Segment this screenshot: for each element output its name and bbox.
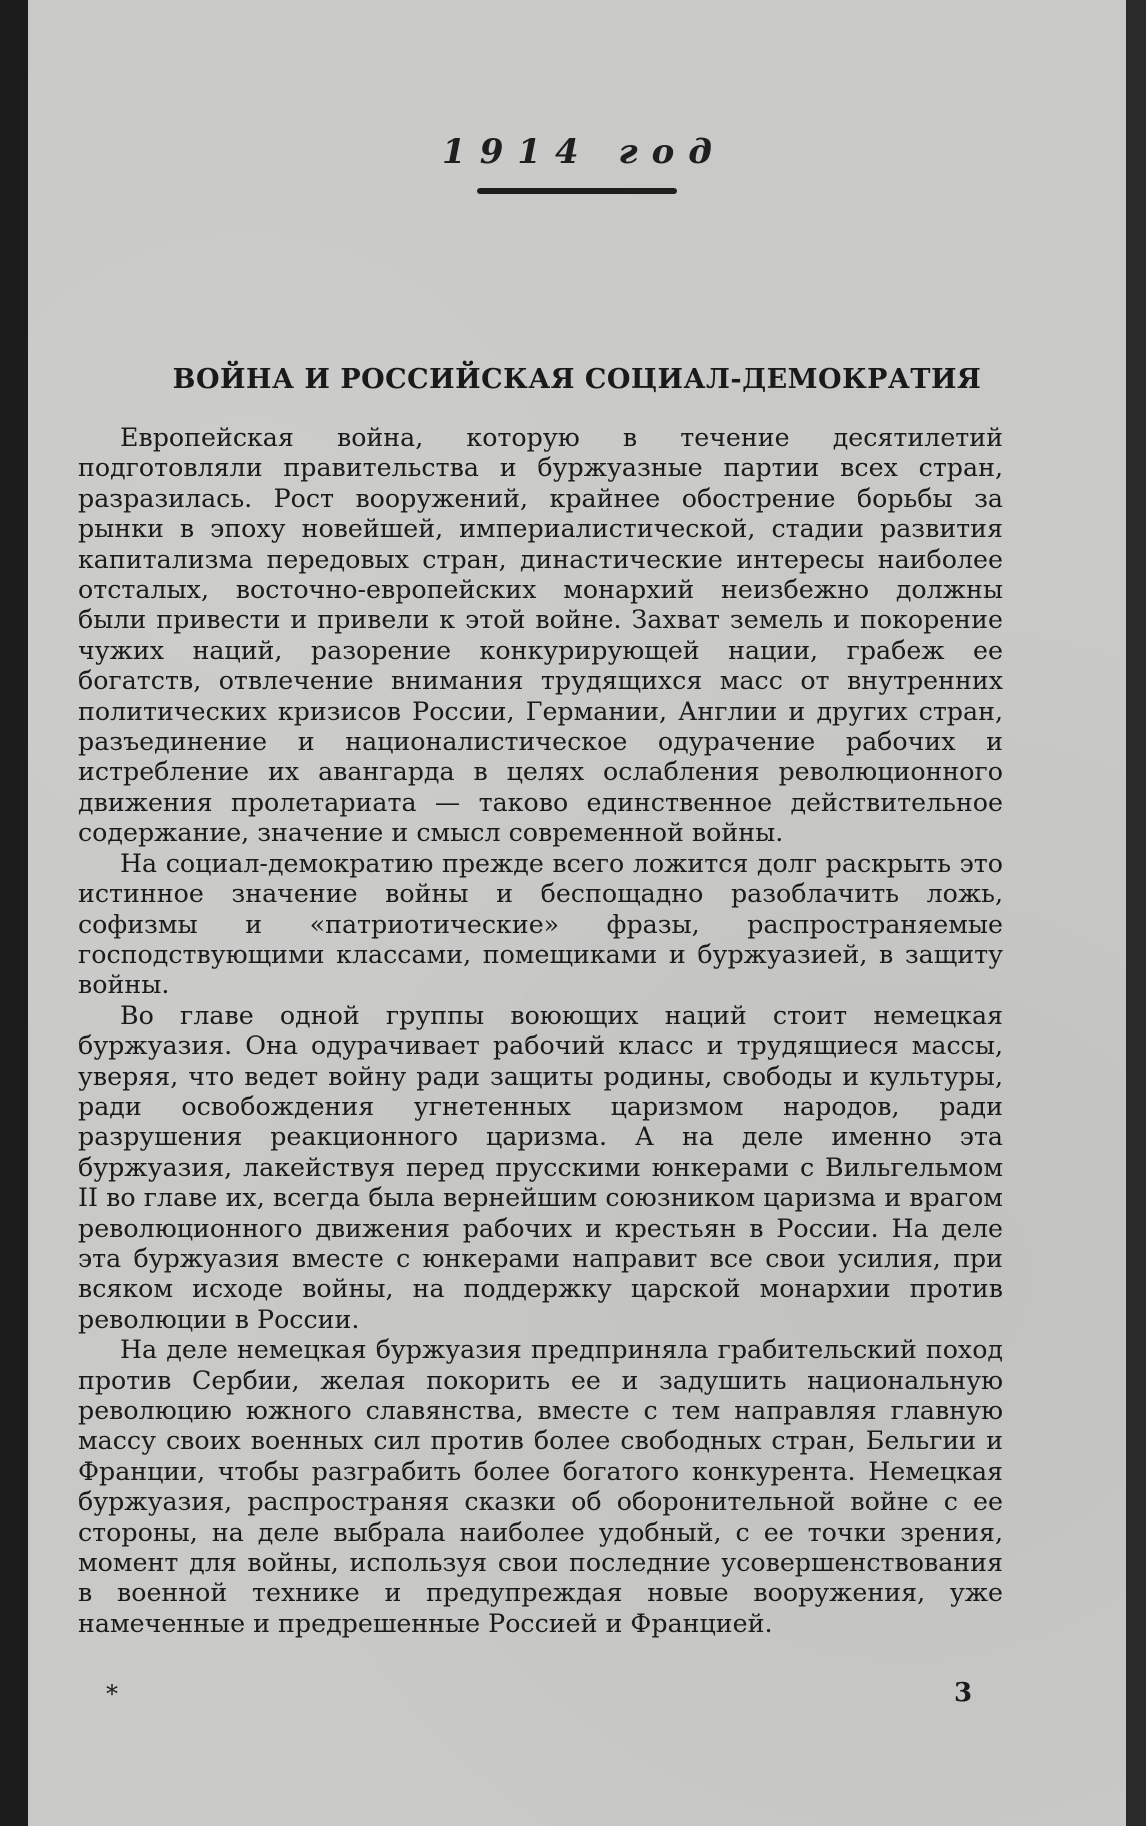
footnote-mark: * (106, 1680, 118, 1708)
chapter-header (28, 132, 1126, 194)
year-heading: 1914 год (442, 132, 726, 172)
header-rule (477, 188, 677, 194)
page-footer (28, 1680, 1126, 1710)
paragraph: Европейская война, которую в течение десятилетий подготовляли правительства и буржуазные партии всех стран, разразилась. Рост вооружений, крайнее обострение борьбы за рынки в эпоху новейшей, империалистической, стадии развития капитализма передовых стран, династические интересы наиболее отсталых, восточно-европейских монархий неизбежно должны были привести и привели к этой войне. Захват земель и покорение чужих наций, разорение конкурирующей нации, грабеж ее богатств, отвлечение внимания трудящихся масс от внутренних политических кризисов России, Германии, Англии и других стран, разъединение и националистическое одурачение рабочих и истребление их авангарда в целях ослабления революционного движения пролетариата — таково единственное действительное содержание, значение и смысл современной войны. (78, 423, 1003, 848)
page-number: 3 (954, 1678, 973, 1708)
article-body (78, 423, 1003, 1639)
article-title: ВОЙНА И РОССИЙСКАЯ СОЦИАЛ-ДЕМОКРАТИЯ (172, 364, 982, 395)
paragraph: На социал-демократию прежде всего ложится долг раскрыть это истинное значение войны и беспощадно разоблачить ложь, софизмы и «патриотические» фразы, распространяемые господствующими классами, помещиками и буржуазией, в защиту войны. (78, 848, 1003, 1000)
book-page (28, 0, 1126, 1826)
paragraph: На деле немецкая буржуазия предприняла грабительский поход против Сербии, желая покорить ее и задушить национальную революцию южного славянства, вместе с тем направляя главную массу своих военных сил против более свободных стран, Бельгии и Франции, чтобы разграбить более богатого конкурента. Немецкая буржуазия, распространяя сказки об оборонительной войне с ее стороны, на деле выбрала наиболее удобный, с ее точки зрения, момент для войны, используя свои последние усовершенствования в военной технике и предупреждая новые вооружения, уже намеченные и предрешенные Россией и Францией. (78, 1335, 1003, 1638)
paragraph: Во главе одной группы воюющих наций стоит немецкая буржуазия. Она одурачивает рабочий класс и трудящиеся массы, уверяя, что ведет войну ради защиты родины, свободы и культуры, ради освобождения угнетенных царизмом народов, ради разрушения реакционного царизма. А на деле именно эта буржуазия, лакействуя перед прусскими юнкерами с Вильгельмом II во главе их, всегда была вернейшим союзником царизма и врагом революционного движения рабочих и крестьян в России. На деле эта буржуазия вместе с юнкерами направит все свои усилия, при всяком исходе войны, на поддержку царской монархии против революции в России. (78, 1000, 1003, 1334)
scan-edge (1126, 0, 1146, 1826)
